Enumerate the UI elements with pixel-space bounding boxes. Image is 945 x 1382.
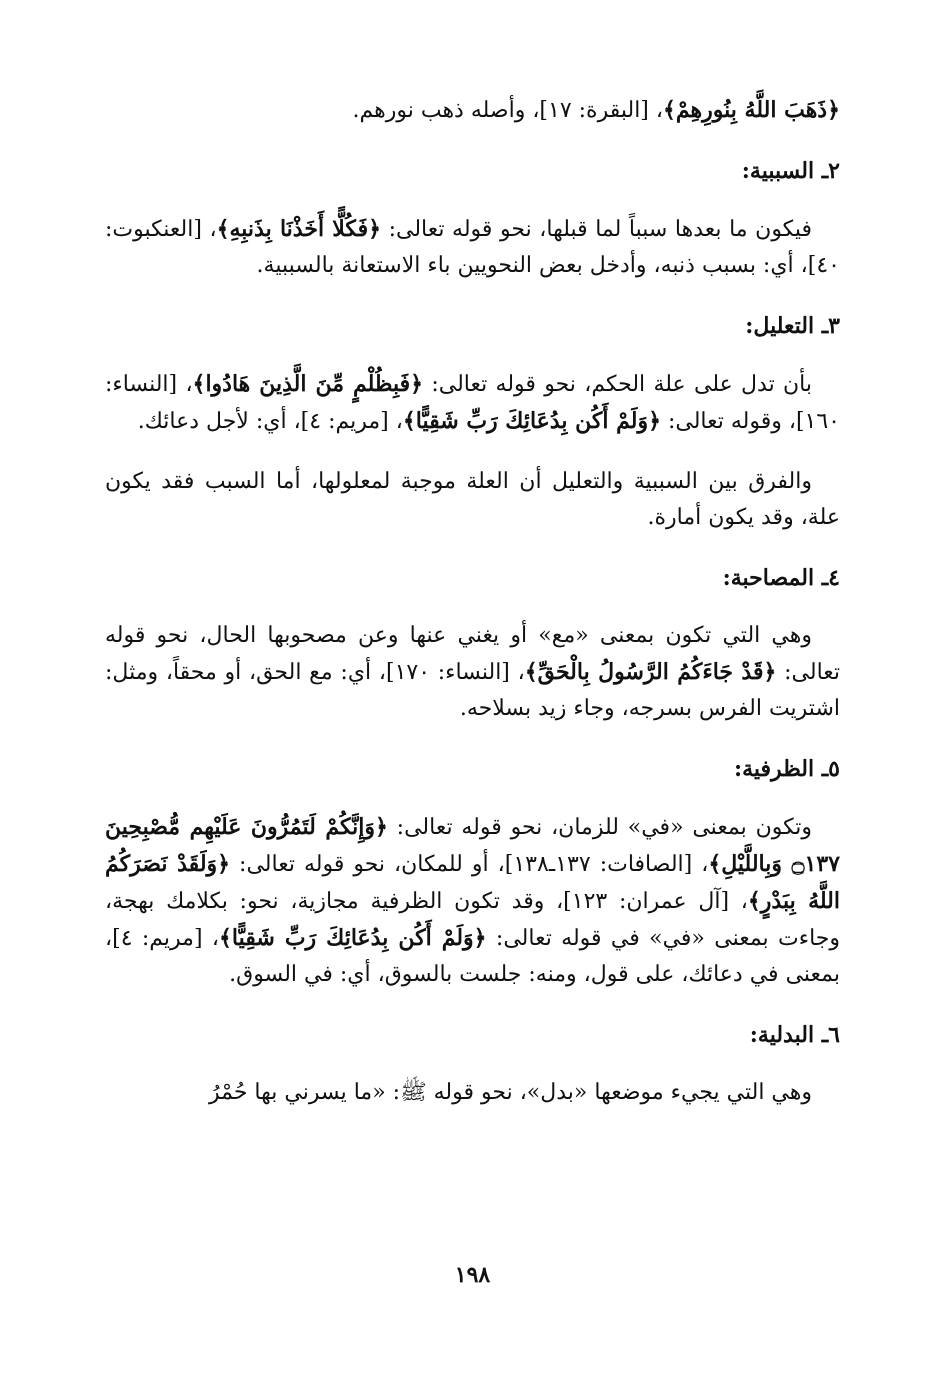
section-heading-sababiyya: ٢ـ السببية: bbox=[741, 158, 840, 184]
intro-paragraph bbox=[105, 92, 840, 129]
taalil-paragraph bbox=[105, 366, 840, 440]
musahaba-paragraph bbox=[105, 618, 840, 727]
musahaba-text-a: وهي التي تكون بمعنى «مع» أو يغني عنها وعن مصحوبها الحال، نحو قوله تعالى: bbox=[105, 623, 841, 685]
taalil-text-c: ، [مريم: ٤]، أي: لأجل دعائك. bbox=[137, 409, 403, 434]
section-heading-musahaba: ٤ـ المصاحبة: bbox=[722, 565, 840, 591]
zarfiyya-text-a: وتكون بمعنى «في» للزمان، نحو قوله تعالى: bbox=[387, 815, 812, 840]
difference-paragraph: والفرق بين السببية والتعليل أن العلة موجبة لمعلولها، أما السبب فقد يكون علة، وقد يكون أمارة. bbox=[105, 469, 840, 530]
zarfiyya-text-b: ، [الصافات: ١٣٧ـ١٣٨]، أو للمكان، نحو قوله تعالى: bbox=[230, 852, 709, 877]
zarfiyya-text-d: ، [مريم: ٤]، بمعنى في دعائك، على قول، ومنه: جلست بالسوق، أي: في السوق. bbox=[105, 926, 840, 987]
section-heading-taalil: ٣ـ التعليل: bbox=[745, 313, 840, 339]
sababiyya-paragraph bbox=[105, 211, 840, 284]
page-number: ١٩٨ bbox=[454, 1262, 491, 1288]
zarfiyya-text-c: ، [آل عمران: ١٢٣]، وقد تكون الظرفية مجازية، نحو: بكلامك بهجة، وجاءت بمعنى «في» في قوله تعالى: bbox=[105, 889, 840, 951]
zarfiyya-paragraph bbox=[105, 809, 840, 993]
quran-quote: ﴿وَإِنَّكُمْ لَتَمُرُّونَ عَلَيْهِم مُّصْبِحِينَ ۝١٣٧ وَبِاللَّيْلِ﴾ bbox=[105, 814, 840, 877]
page-body bbox=[105, 92, 840, 1135]
section-heading-badaliyya: ٦ـ البدلية: bbox=[749, 1022, 840, 1048]
section-heading-zarfiyya: ٥ـ الظرفية: bbox=[733, 756, 840, 782]
badaliyya-paragraph: وهي التي يجيء موضعها «بدل»، نحو قوله ﷺ: «ما يسرني بها حُمْرُ bbox=[208, 1080, 812, 1105]
quran-quote: ﴿وَلَمْ أَكُن بِدُعَائِكَ رَبِّ شَقِيًّا﴾ bbox=[219, 925, 487, 951]
sababiyya-text-b: ، [العنكبوت: ٤٠]، أي: بسبب ذنبه، وأدخل بعض النحويين باء الاستعانة بالسببية. bbox=[105, 217, 840, 278]
intro-text: ، [البقرة: ١٧]، وأصله ذهب نورهم. bbox=[352, 98, 663, 123]
sababiyya-text-a: فيكون ما بعدها سبباً لما قبلها، نحو قوله تعالى: bbox=[381, 217, 812, 242]
quran-quote: ﴿قَدْ جَاءَكُمُ الرَّسُولُ بِالْحَقِّ﴾ bbox=[524, 659, 777, 685]
quran-quote: ﴿ذَهَبَ اللَّهُ بِنُورِهِمْ﴾ bbox=[663, 97, 840, 123]
quran-quote: ﴿فَبِظُلْمٍ مِّنَ الَّذِينَ هَادُوا﴾ bbox=[192, 371, 424, 397]
taalil-text-b: ، [النساء: ١٦٠]، وقوله تعالى: bbox=[105, 372, 840, 434]
quran-quote: ﴿وَلَقَدْ نَصَرَكُمُ اللَّهُ بِبَدْرٍ﴾ bbox=[105, 851, 840, 914]
musahaba-text-b: ، [النساء: ١٧٠]، أي: مع الحق، أو محقاً، ومثل: اشتريت الفرس بسرجه، وجاء زيد بسلاحه. bbox=[105, 660, 840, 721]
quran-quote: ﴿وَلَمْ أَكُن بِدُعَائِكَ رَبِّ شَقِيًّا﴾ bbox=[402, 408, 661, 434]
quran-quote: ﴿فَكُلًّا أَخَذْنَا بِذَنبِهِ﴾ bbox=[216, 216, 381, 242]
taalil-text-a: بأن تدل على علة الحكم، نحو قوله تعالى: bbox=[423, 372, 813, 397]
